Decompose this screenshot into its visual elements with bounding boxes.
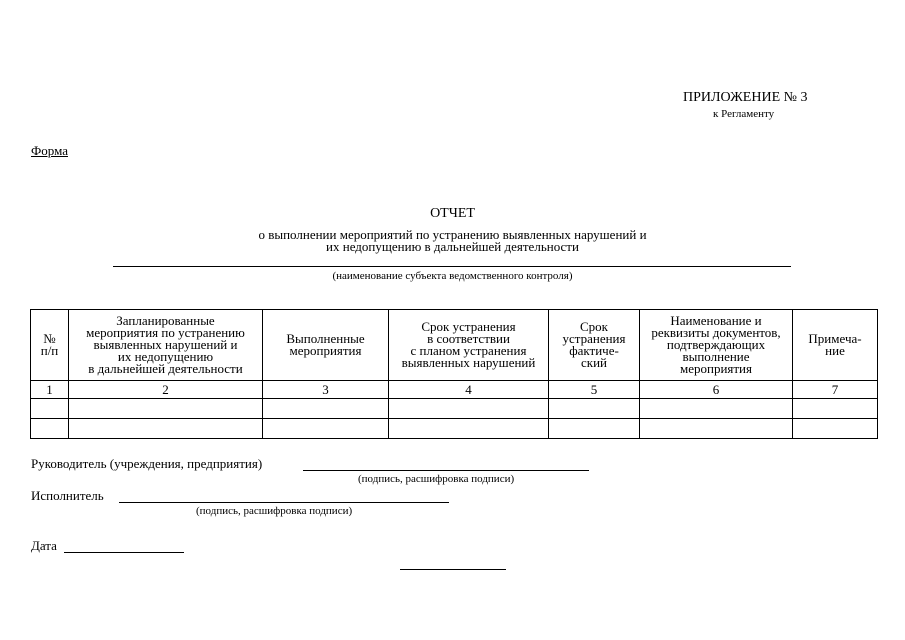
report-table xyxy=(30,309,878,439)
table-cell[interactable] xyxy=(640,399,793,419)
appendix-title: ПРИЛОЖЕНИЕ № 3 xyxy=(683,90,808,105)
column-number: 2 xyxy=(69,381,263,399)
table-cell[interactable] xyxy=(549,399,640,419)
table-cell[interactable] xyxy=(31,419,69,439)
table-cell[interactable] xyxy=(69,419,263,439)
report-title: ОТЧЕТ xyxy=(430,206,475,221)
head-signature-label: Руководитель (учреждения, предприятия) xyxy=(31,456,263,471)
column-number: 7 xyxy=(793,381,878,399)
header-documents: Наименование и реквизиты документов, подтверждающих выполнение мероприятия xyxy=(640,310,793,381)
column-number: 5 xyxy=(549,381,640,399)
date-label: Дата xyxy=(31,538,57,553)
date-line[interactable] xyxy=(64,552,184,553)
table-header-row xyxy=(31,310,878,381)
table-cell[interactable] xyxy=(263,419,389,439)
table-cell[interactable] xyxy=(549,419,640,439)
table-cell[interactable] xyxy=(263,399,389,419)
entity-name-line[interactable] xyxy=(113,266,791,267)
executor-signature-line[interactable] xyxy=(119,502,449,503)
table-cell[interactable] xyxy=(389,399,549,419)
appendix-subtitle: к Регламенту xyxy=(713,108,775,120)
table-cell[interactable] xyxy=(389,419,549,439)
form-label: Форма xyxy=(31,143,68,158)
header-notes: Примеча- ние xyxy=(793,310,878,381)
header-completed-measures: Выполненные мероприятия xyxy=(263,310,389,381)
table-row xyxy=(31,419,878,439)
table-row xyxy=(31,399,878,419)
column-number-row xyxy=(31,381,878,399)
header-number: № п/п xyxy=(31,310,69,381)
column-number: 3 xyxy=(263,381,389,399)
header-actual-deadline: Срок устранения фактиче- ский xyxy=(549,310,640,381)
header-planned-measures: Запланированные мероприятия по устранению выявленных нарушений и их недопущению в дальнейшей деятельности xyxy=(69,310,263,381)
table-cell[interactable] xyxy=(69,399,263,419)
executor-signature-caption: (подпись, расшифровка подписи) xyxy=(196,505,353,517)
report-subtitle: о выполнении мероприятий по устранению выявленных нарушений и их недопущению в дальнейшей деятельности xyxy=(258,227,647,254)
table-cell[interactable] xyxy=(31,399,69,419)
table-cell[interactable] xyxy=(793,399,878,419)
head-signature-line[interactable] xyxy=(303,470,589,471)
table-cell[interactable] xyxy=(793,419,878,439)
column-number: 1 xyxy=(31,381,69,399)
executor-signature-label: Исполнитель xyxy=(31,488,104,503)
column-number: 6 xyxy=(640,381,793,399)
header-planned-deadline: Срок устранения в соответствии с планом устранения выявленных нарушений xyxy=(389,310,549,381)
table-cell[interactable] xyxy=(640,419,793,439)
head-signature-caption: (подпись, расшифровка подписи) xyxy=(358,473,515,485)
bottom-divider xyxy=(400,569,506,570)
entity-caption: (наименование субъекта ведомственного контроля) xyxy=(332,270,573,282)
column-number: 4 xyxy=(389,381,549,399)
